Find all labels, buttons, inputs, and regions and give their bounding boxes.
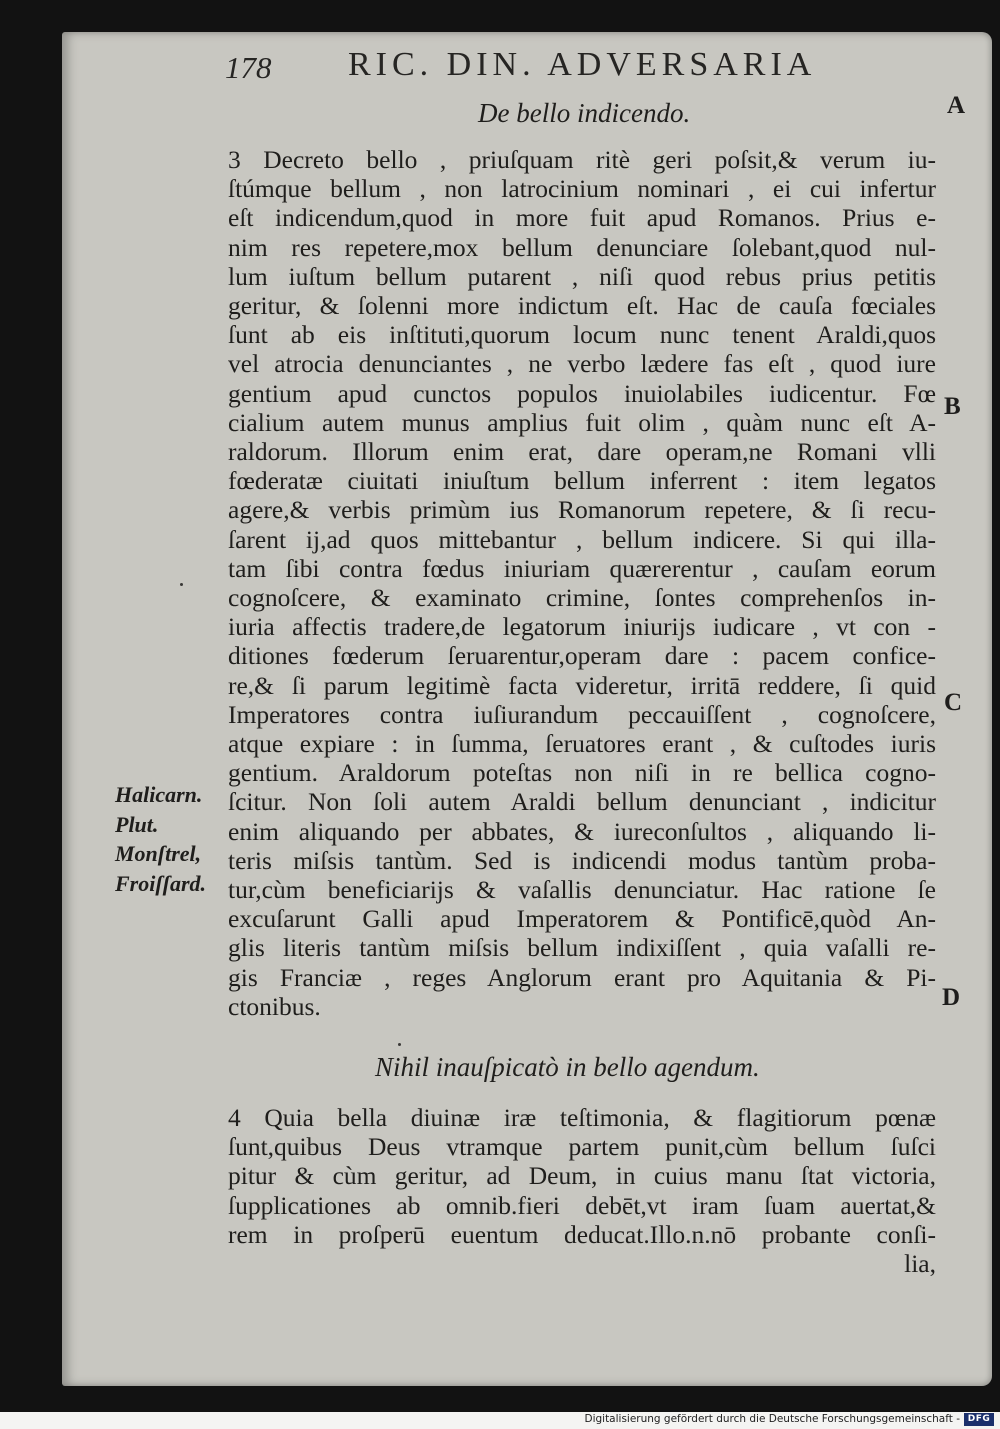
text-line: excuſarunt Galli apud Imperatorem & Pontificē,quòd An- [228,904,936,934]
text-line: raldorum. Illorum enim erat, dare operam,ne Romani vlli [228,437,936,467]
text-line: tur,cùm beneficiarijs & vaſallis denunciatur. Hac ratione ſe [228,875,936,905]
text-line: gentium apud cunctos populos inuiolabiles iudicentur. Fœ [228,378,936,408]
paragraph-3 [228,145,936,1021]
text-line: gentium. Araldorum poteſtas non niſi in re bellica cogno- [228,758,936,788]
text-line: iuria affectis tradere,de legatorum iniurijs iudicare , vt con - [228,612,936,642]
text-line: rem in proſperū euentum deducat.Illo.n.nō probante conſi- [228,1219,936,1249]
citation-note: Monſtrel, [115,841,202,866]
running-head: RIC. DIN. ADVERSARIA [348,46,817,83]
text-line: geritur, & ſolenni more indictum eſt. Hac de cauſa fœciales [228,291,936,321]
page-number: 178 [225,50,272,85]
ink-speck [180,583,183,586]
text-line: enim aliquando per abbates, & iureconſultos , aliquando li- [228,816,936,846]
text-line: pitur & cùm geritur, ad Deum, in cuius manu ſtat victoria, [228,1161,936,1191]
text-line: Imperatores contra iuſiurandum peccauiſſent , cognoſcere, [228,699,936,729]
text-line: ditiones fœderum ſeruarentur,operam dare : pacem confice- [228,641,936,671]
text-line: ſunt ab eis inſtituti,quorum locum nunc tenent Araldi,quos [228,320,936,350]
text-line: lum iuſtum bellum putarent , niſi quod rebus prius petitis [228,261,936,291]
text-line: 3 Decreto bello , priuſquam ritè geri poſsit,& verum iu- [228,145,936,174]
text-line: gis Franciæ , reges Anglorum erant pro Aquitania & Pi- [228,962,936,992]
margin-letter-a: A [947,92,966,119]
text-line: ſcitur. Non ſoli autem Araldi bellum denunciant , indicitur [228,787,936,817]
text-line: 4 Quia bella diuinæ iræ teſtimonia, & flagitiorum pœnæ [228,1103,936,1132]
text-line: atque expiare : in ſumma, ſeruatores erant , & cuſtodes iuris [228,729,936,759]
section-title: De bello indicendo. [478,98,691,128]
margin-letter-b: B [944,393,961,420]
digitization-credit: Digitalisierung gefördert durch die Deutsche Forschungsgemeinschaft - [584,1413,960,1425]
text-line: cognoſcere, & examinato crimine, ſontes comprehenſos in- [228,583,936,613]
text-line: ſunt,quibus Deus vtramque partem punit,cùm bellum ſuſci [228,1132,936,1162]
citation-note: Froiſſard. [115,870,207,896]
text-line: agere,& verbis primùm ius Romanorum repetere, & ſi recu- [228,495,936,525]
citation-note: Plut. [115,811,159,837]
text-line: nim res repetere,mox bellum denunciare ſolebant,quod nul- [228,232,936,262]
text-line: vel atrocia denunciantes , ne verbo lædere fas eſt , quod iure [228,349,936,379]
section-title: Nihil inauſpicatò in bello agendum. [375,1052,760,1082]
ink-speck [398,1043,401,1046]
margin-letter-c: C [944,689,963,716]
text-line: fœderatæ ciuitati iniuſtum bellum inferrent : item legatos [228,466,936,496]
text-line: ſarent ij,ad quos mittebantur , bellum indicere. Si qui illa- [228,524,936,554]
dfg-logo-icon: DFG [964,1413,994,1426]
margin-letter-d: D [942,984,961,1011]
text-line: tam ſibi contra fœdus iniuriam quærerentur , cauſam eorum [228,553,936,583]
text-line: ſupplicationes ab omnib.fieri debēt,vt iram ſuam auertat,& [228,1190,936,1220]
text-line: glis literis tantùm miſsis bellum indixiſſent , quia vaſalli re- [228,933,936,963]
text-line: ctonibus. [228,991,321,1021]
text-line: eſt indicendum,quod in more fuit apud Romanos. Prius e- [228,203,936,233]
text-line: teris miſsis tantùm. Sed is indicendi modus tantùm proba- [228,845,936,875]
text-line: ſtúmque bellum , non latrocinium nominari , ei cui infertur [228,174,936,204]
text-line: lia, [904,1249,936,1279]
citation-note: Halicarn. [115,782,203,807]
text-line: re,& ſi parum legitimè facta videretur, irritā reddere, ſi quid [228,670,936,700]
marginal-citations [115,780,206,898]
text-line: cialium autem munus amplius fuit olim , quàm nunc eſt A- [228,407,936,437]
paragraph-4 [228,1103,936,1278]
